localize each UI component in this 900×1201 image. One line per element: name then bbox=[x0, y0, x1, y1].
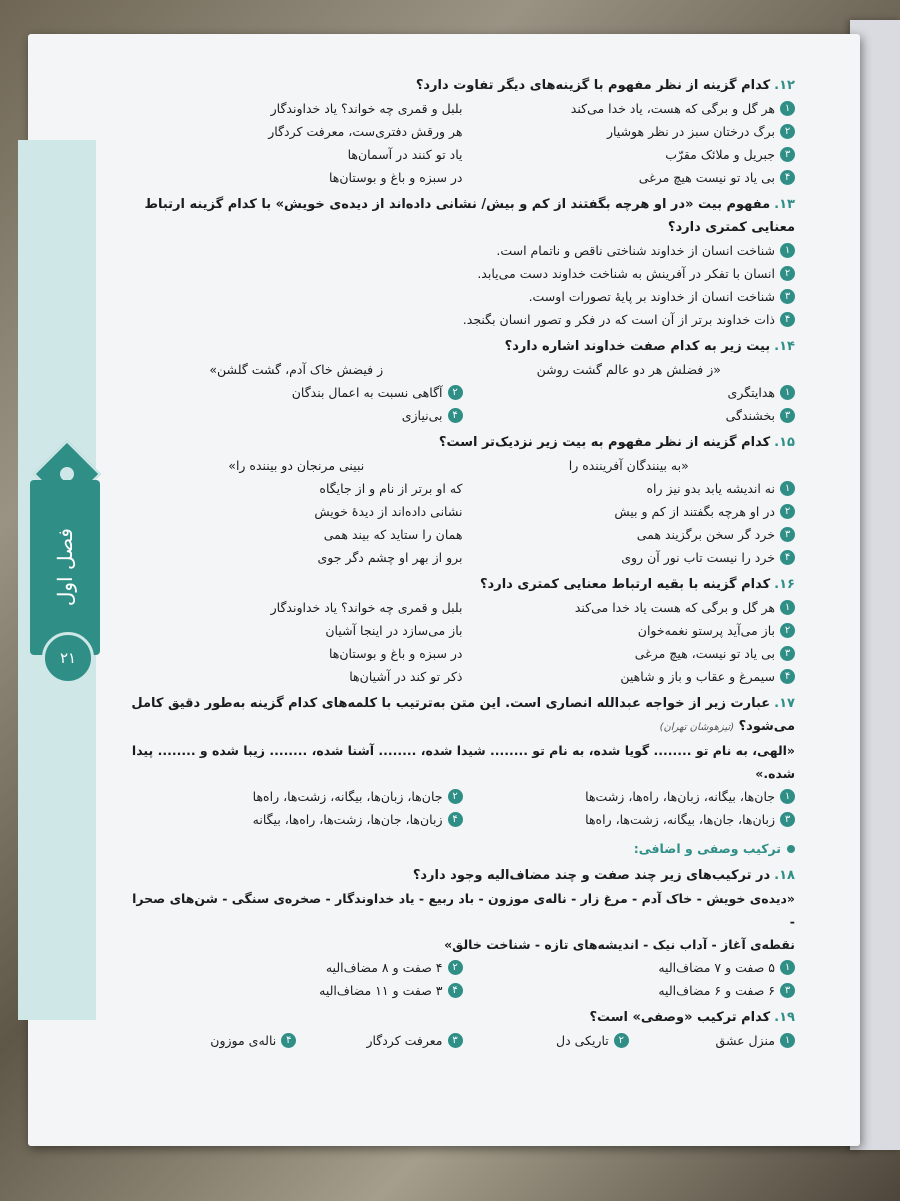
chapter-label: فصل اول bbox=[53, 528, 77, 607]
question-16: ۱۶.کدام گزینه با بقیه ارتباط معنایی کمتری دارد؟ bbox=[480, 577, 795, 592]
q18-line-2: نقطه‌ی آغاز - آداب نیک - اندیشه‌های تازه - شناخت خالق» bbox=[444, 937, 795, 952]
q12-option-3: ۳ جبریل و ملائک مقرّب یاد تو کنند در آسمان‌ها bbox=[130, 143, 795, 166]
q16-option-4: ۴ سیمرغ و عقاب و باز و شاهین ذکر تو کند در آشیان‌ها bbox=[130, 665, 795, 688]
q15-option-4: ۴ خرد را نیست تاب نور آن روی برو از بهر او چشم دگر جوی bbox=[130, 546, 795, 569]
q15-option-2: ۲ در او هرچه بگفتند از کم و بیش نشانی داده‌اند از دیدهٔ خویش bbox=[130, 500, 795, 523]
q12-option-1: ۱ هر گل و برگی که هست، یاد خدا می‌کند بلبل و قمری چه خواند؟ یاد خداوندگار bbox=[130, 97, 795, 120]
question-12: ۱۲.کدام گزینه از نظر مفهوم با گزینه‌های دیگر تفاوت دارد؟ bbox=[415, 78, 795, 93]
chapter-tab bbox=[30, 480, 100, 655]
question-15: ۱۵.کدام گزینه از نظر مفهوم به بیت زیر نزدیک‌تر است؟ bbox=[438, 435, 795, 450]
q16-option-1: ۱ هر گل و برگی که هست یاد خدا می‌کند بلبل و قمری چه خواند؟ یاد خداوندگار bbox=[130, 596, 795, 619]
question-13: ۱۳.مفهوم بیت «در او هرچه بگفتند از کم و بیش/ نشانی داده‌اند از دیده‌ی خویش» با کدام گزینه ارتباط معنایی کمتری دارد؟ bbox=[144, 197, 795, 235]
q12-option-2: ۲ برگ درختان سبز در نظر هوشیار هر ورقش دفتری‌ست، معرفت کردگار bbox=[130, 120, 795, 143]
q17-options-row-1: ۱ جان‌ها، بیگانه، زبان‌ها، راه‌ها، زشت‌ها ۲ جان‌ها، زبان‌ها، بیگانه، زشت‌ها، راه‌ها bbox=[130, 785, 795, 808]
q14-options-row-1: ۱ هدایتگری ۲ آگاهی نسبت به اعمال بندگان bbox=[130, 381, 795, 404]
q15-poem: «به بینندگان آفریننده را نبینی مرنجان دو بیننده را» bbox=[228, 458, 689, 473]
q16-option-3: ۳ بی یاد تو نیست، هیچ مرغی در سبزه و باغ و بوستان‌ها bbox=[130, 642, 795, 665]
q15-option-3: ۳ خرد گر سخن برگزیند همی همان را ستاید که بیند همی bbox=[130, 523, 795, 546]
q18-options-row-1: ۱ ۵ صفت و ۷ مضاف‌الیه ۲ ۴ صفت و ۸ مضاف‌الیه bbox=[130, 956, 795, 979]
q12-option-4: ۴ بی یاد تو نیست هیچ مرغی در سبزه و باغ و بوستان‌ها bbox=[130, 166, 795, 189]
q17-line: «الهی، به نام تو ........ گویا شده، به نام تو ........ شیدا شده، ........ آشنا شده، ........ زیبا شده و ........ پیدا شده.» bbox=[131, 743, 795, 781]
q19-options: ۱ منزل عشق ۲ تاریکی دل ۳ معرفت کردگار ۴ ناله‌ی موزون bbox=[130, 1029, 795, 1052]
q13-option-3: ۳ شناخت انسان از خداوند بر پایهٔ تصورات اوست. bbox=[130, 285, 795, 308]
q14-options-row-2: ۳ بخشندگی ۴ بی‌نیازی bbox=[130, 404, 795, 427]
page-number: ۲۱ bbox=[42, 632, 94, 684]
q18-line-1: «دیده‌ی خویش - خاک آدم - مرغ زار - ناله‌ی موزون - باد ربیع - یاد خداوندگار - صخره‌ی سنگی - شن‌های صحرا - bbox=[132, 891, 795, 929]
question-18: ۱۸.در ترکیب‌های زیر چند صفت و چند مضاف‌الیه وجود دارد؟ bbox=[412, 868, 795, 883]
q18-options-row-2: ۳ ۶ صفت و ۶ مضاف‌الیه ۴ ۳ صفت و ۱۱ مضاف‌الیه bbox=[130, 979, 795, 1002]
question-14: ۱۴.بیت زیر به کدام صفت خداوند اشاره دارد؟ bbox=[504, 339, 795, 354]
question-19: ۱۹.کدام ترکیب «وصفی» است؟ bbox=[589, 1010, 795, 1025]
q14-poem: «ز فضلش هر دو عالم گشت روشن ز فیضش خاک آدم، گشت گلشن» bbox=[209, 362, 721, 377]
q13-option-2: ۲ انسان با تفکر در آفرینش به شناخت خداوند دست می‌یابد. bbox=[130, 262, 795, 285]
q17-options-row-2: ۳ زبان‌ها، جان‌ها، بیگانه، زشت‌ها، راه‌ها ۴ زبان‌ها، جان‌ها، زشت‌ها، راه‌ها، بیگانه bbox=[130, 808, 795, 831]
q13-option-4: ۴ ذات خداوند برتر از آن است که در فکر و تصور انسان بگنجد. bbox=[130, 308, 795, 331]
q13-option-1: ۱ شناخت انسان از خداوند شناختی ناقص و ناتمام است. bbox=[130, 239, 795, 262]
q15-option-1: ۱ نه اندیشه یابد بدو نیز راه که او برتر از نام و از جایگاه bbox=[130, 477, 795, 500]
section-heading: ترکیب وصفی و اضافی: bbox=[130, 837, 795, 860]
q16-option-2: ۲ باز می‌آید پرستو نغمه‌خوان باز می‌سازد در اینجا آشیان bbox=[130, 619, 795, 642]
bullet-icon bbox=[787, 845, 795, 853]
question-17: ۱۷.عبارت زیر از خواجه عبدالله انصاری است. این متن به‌ترتیب با کلمه‌های کدام گزینه به‌طور دقیق کامل می‌شود؟ (تیزهوشان تهران) bbox=[131, 696, 795, 734]
page-content bbox=[130, 70, 795, 1130]
